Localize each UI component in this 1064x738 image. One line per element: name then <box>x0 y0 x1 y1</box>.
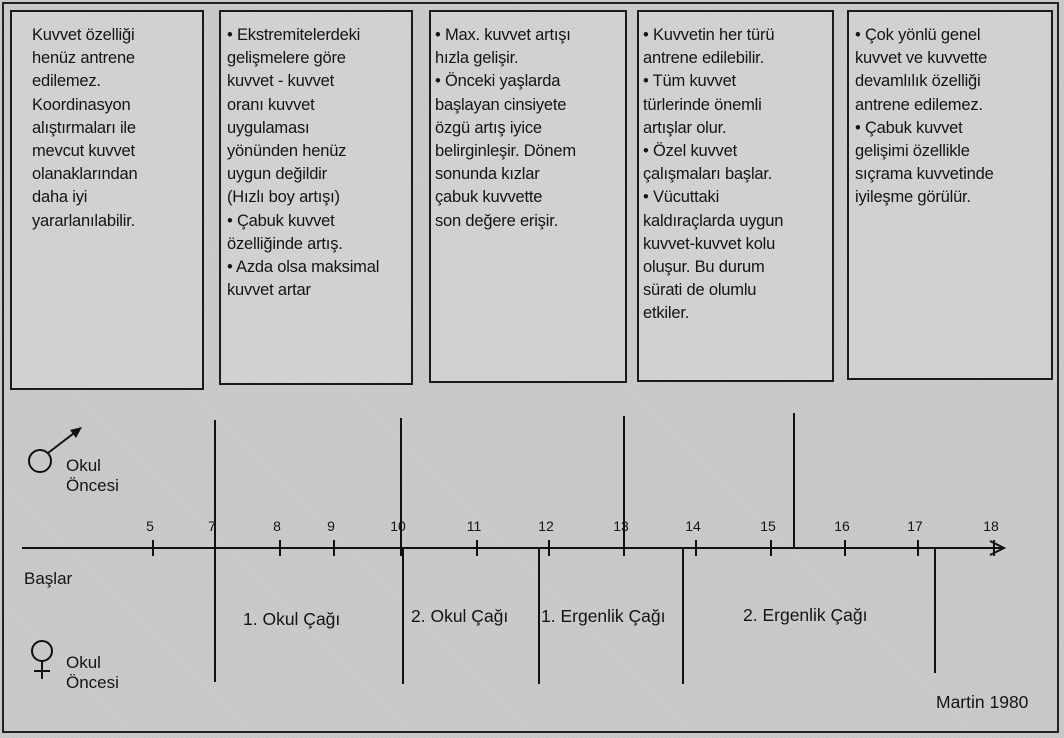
period-label-1-puberty: 1. Ergenlik Çağı <box>541 606 666 626</box>
box-first-school-age-text: • Ekstremitelerdeki gelişmelere göre kuvvet - kuvvet oranı kuvvet uygulaması yönünden henüz uygun değildir (Hızlı boy artışı) • Çabuk kuvvet özelliğinde artış. • Azda olsa maksimal kuvvet artar <box>227 26 380 300</box>
axis-tick-label: 12 <box>538 518 554 534</box>
axis-tick-label: 11 <box>466 518 482 534</box>
male-preschool-label-line2: Öncesi <box>66 476 119 495</box>
axis-tick-label: 5 <box>146 518 154 534</box>
period-label-1-school: 1. Okul Çağı <box>243 609 341 629</box>
axis-tick-label: 17 <box>907 518 923 534</box>
female-preschool-label-line1: Okul <box>66 653 101 672</box>
male-preschool-label-line1: Okul <box>66 456 101 475</box>
axis-tick-label: 18 <box>983 518 999 534</box>
box-preschool-text: Kuvvet özelliği henüz antrene edilemez. Koordinasyon alıştırmaları ile mevcut kuvvet olanaklarından daha iyi yararlanılabilir. <box>32 26 138 230</box>
axis-tick-label: 14 <box>685 518 701 534</box>
axis-tick-label: 7 <box>208 518 216 534</box>
period-label-2-puberty: 2. Ergenlik Çağı <box>743 605 868 625</box>
female-preschool-label-line2: Öncesi <box>66 673 119 692</box>
axis-tick-label: 9 <box>327 518 335 534</box>
box-second-school-age-text: • Max. kuvvet artışı hızla gelişir. • Önceki yaşlarda başlayan cinsiyete özgü artış iyice belirginleşir. Dönem sonunda kızlar çabuk kuvvette son değere erişir. <box>435 26 576 230</box>
period-label-2-school: 2. Okul Çağı <box>411 606 509 626</box>
start-label: Başlar <box>24 569 73 588</box>
box-first-puberty-text: • Kuvvetin her türü antrene edilebilir. • Tüm kuvvet türlerinde önemli artışlar olur. • Özel kuvvet çalışmaları başlar. • Vücuttaki kaldıraçlarda uygun kuvvet-kuvvet kolu oluşur. Bu durum sürati de olumlu etkiler. <box>643 26 784 323</box>
source-credit: Martin 1980 <box>936 692 1029 712</box>
axis-tick-label: 15 <box>760 518 776 534</box>
axis-tick-label: 8 <box>273 518 281 534</box>
axis-tick-label: 13 <box>613 518 629 534</box>
box-second-puberty-text: • Çok yönlü genel kuvvet ve kuvvette devamlılık özelliği antrene edilemez. • Çabuk kuvvet gelişimi özellikle sıçrama kuvvetinde iyileşme görülür. <box>855 26 994 207</box>
female-symbol-icon <box>32 641 52 679</box>
axis-tick-label: 10 <box>390 518 406 534</box>
axis-ticks <box>146 518 999 556</box>
axis-tick-label: 16 <box>834 518 850 534</box>
